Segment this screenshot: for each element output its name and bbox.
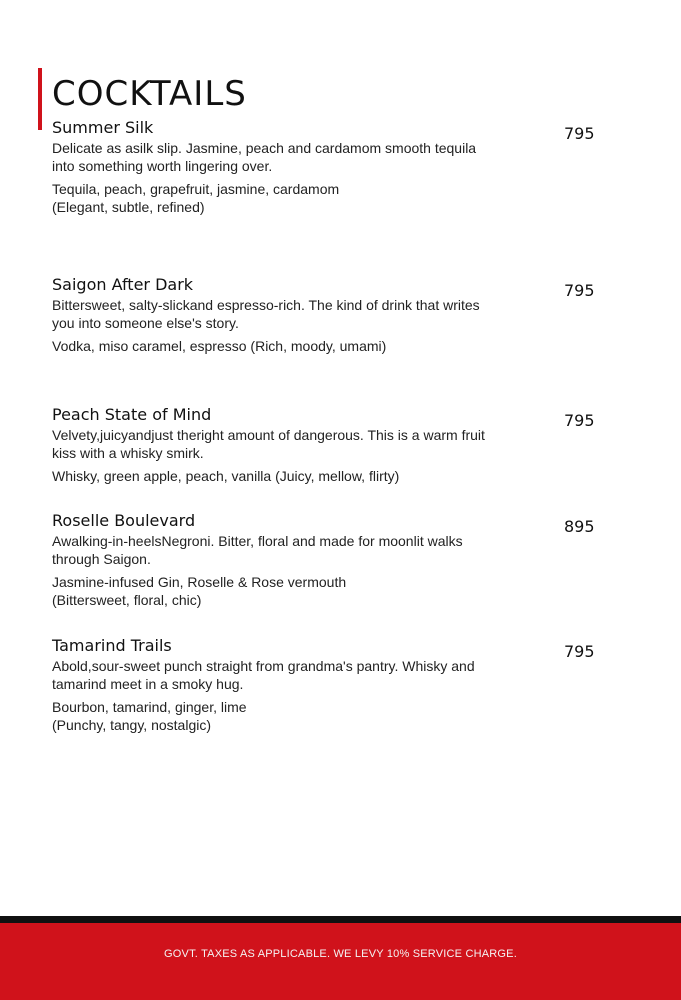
item-name: Roselle Boulevard bbox=[52, 511, 196, 530]
item-ingredients: Tequila, peach, grapefruit, jasmine, cardamom bbox=[52, 181, 340, 197]
item-name: Peach State of Mind bbox=[52, 405, 212, 424]
menu-item-peach-state-of-mind bbox=[52, 405, 597, 485]
item-name: Tamarind Trails bbox=[52, 636, 172, 655]
menu-item-summer-silk bbox=[52, 118, 597, 216]
item-notes: (Punchy, tangy, nostalgic) bbox=[52, 717, 212, 733]
item-notes: (Bittersweet, floral, chic) bbox=[52, 592, 202, 608]
item-description: Abold,sour-sweet punch straight from grandma's pantry. Whisky and tamarind meet in a smoky hug. bbox=[52, 658, 475, 692]
item-ingredients-block bbox=[52, 337, 492, 355]
menu-item-tamarind-trails bbox=[52, 636, 597, 734]
item-ingredients-block bbox=[52, 573, 492, 609]
item-notes: (Elegant, subtle, refined) bbox=[52, 199, 205, 215]
item-ingredients: Whisky, green apple, peach, vanilla (Juicy, mellow, flirty) bbox=[52, 468, 400, 484]
item-ingredients-block bbox=[52, 180, 492, 216]
item-description: Bittersweet, salty-slickand espresso-rich. The kind of drink that writes you into someone else's story. bbox=[52, 297, 480, 331]
item-price: 795 bbox=[564, 411, 595, 430]
section-title: COCKTAILS bbox=[52, 74, 247, 114]
item-price: 895 bbox=[564, 517, 595, 536]
item-price: 795 bbox=[564, 281, 595, 300]
menu-item-roselle-boulevard bbox=[52, 511, 597, 609]
item-price: 795 bbox=[564, 124, 595, 143]
item-ingredients: Jasmine-infused Gin, Roselle & Rose vermouth bbox=[52, 574, 347, 590]
item-ingredients-block bbox=[52, 467, 492, 485]
item-ingredients: Vodka, miso caramel, espresso (Rich, moody, umami) bbox=[52, 338, 387, 354]
title-accent-bar bbox=[38, 68, 42, 130]
menu-item-saigon-after-dark bbox=[52, 275, 597, 355]
item-description: Velvety,juicyandjust theright amount of dangerous. This is a warm fruit kiss with a whisky smirk. bbox=[52, 427, 485, 461]
item-name: Saigon After Dark bbox=[52, 275, 194, 294]
item-ingredients-block bbox=[52, 698, 492, 734]
item-ingredients: Bourbon, tamarind, ginger, lime bbox=[52, 699, 247, 715]
service-charge-note: GOVT. TAXES AS APPLICABLE. WE LEVY 10% SERVICE CHARGE. bbox=[164, 948, 517, 960]
item-description: Delicate as asilk slip. Jasmine, peach and cardamom smooth tequila into something worth lingering over. bbox=[52, 140, 477, 174]
footer-band bbox=[0, 923, 681, 1000]
item-name: Summer Silk bbox=[52, 118, 154, 137]
footer-divider bbox=[0, 916, 681, 923]
item-price: 795 bbox=[564, 642, 595, 661]
item-description: Awalking-in-heelsNegroni. Bitter, floral and made for moonlit walks through Saigon. bbox=[52, 533, 463, 567]
